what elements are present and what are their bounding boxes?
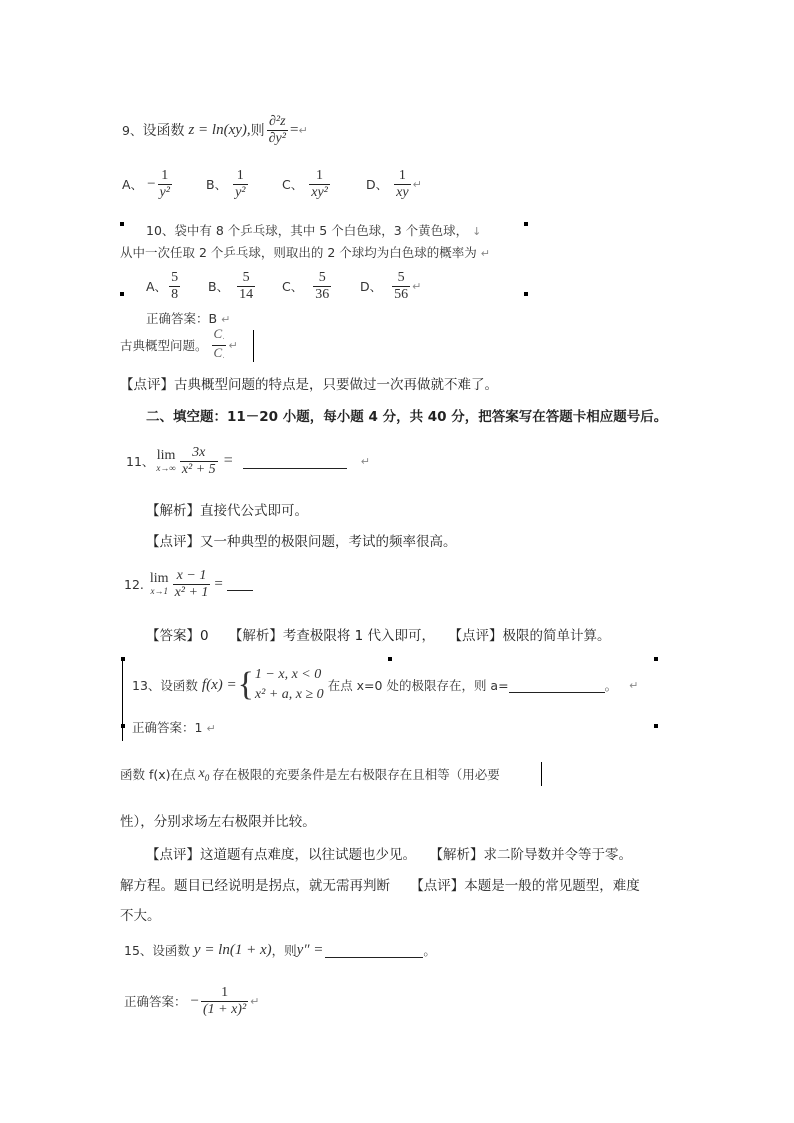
return-mark: ↵ <box>629 678 639 692</box>
q10-options <box>146 265 421 307</box>
option-fraction <box>313 270 331 302</box>
q13-explain-end: 存在极限的充要条件是左右极限存在且相等（用必要 <box>212 767 500 782</box>
option-label: D、 <box>360 279 383 294</box>
q13-brace: { <box>237 666 254 703</box>
return-mark: ↵ <box>250 994 260 1008</box>
q11-answer-blank[interactable] <box>243 454 347 469</box>
q9-then: 则 <box>250 123 265 139</box>
q15-answer-fraction <box>201 985 248 1017</box>
option-den: 36 <box>315 286 330 302</box>
q10-comment: 【点评】古典概型问题的特点是，只要做过一次再做就不难了。 <box>120 377 498 393</box>
q9-derivative-den: ∂y² <box>268 130 286 146</box>
q13-case2: x² + a, x ≥ 0 <box>254 687 324 702</box>
q15-mid: ，则 <box>271 943 297 958</box>
q12-equals: = <box>214 575 223 592</box>
resize-handle[interactable] <box>654 657 658 661</box>
q11-comment: 【点评】又一种典型的极限问题，考试的频率很高。 <box>146 534 457 550</box>
q11-fraction <box>180 445 218 477</box>
option-label: A、 <box>122 177 144 192</box>
q10-option-a <box>146 270 208 302</box>
q9-derivative <box>267 114 288 146</box>
option-num: 5 <box>397 270 405 286</box>
q13-x0: $x_0$ <box>198 765 210 783</box>
q13-stem <box>132 663 638 707</box>
return-mark: ↵ <box>412 177 422 191</box>
option-fraction <box>158 168 172 200</box>
q10-line1-text: 10、袋中有 8 个乒乓球，其中 5 个白色球，3 个黄色球， <box>146 223 469 238</box>
q13-function: f(x) = <box>201 676 237 693</box>
q11-stem <box>126 440 370 482</box>
q9-option-c <box>282 168 366 200</box>
q12-fraction <box>173 568 211 600</box>
resize-handle[interactable] <box>120 292 124 296</box>
resize-handle[interactable] <box>524 292 528 296</box>
option-label: C、 <box>282 279 304 294</box>
q13-comment-line2: 解方程。题目已经说明是拐点，就无需再判断 【点评】本题是一般的常见题型，难度 <box>120 878 640 894</box>
option-fraction <box>392 270 410 302</box>
q13-explain-line2: 性），分别求场左右极限并比较。 <box>120 814 316 830</box>
section2-heading: 二、填空题：11－20 小题，每小题 4 分，共 40 分，把答案写在答题卡相应题号后。 <box>146 409 668 425</box>
q13-answer-blank[interactable] <box>509 678 605 693</box>
option-sign: − <box>147 175 156 192</box>
q15-answer-num: 1 <box>221 985 229 1001</box>
option-fraction <box>237 270 255 302</box>
q13-end: 。 <box>604 678 618 693</box>
q13-answer-text: 正确答案：1 <box>132 720 203 735</box>
limit-word: lim <box>156 448 176 464</box>
option-den: xy <box>396 184 409 200</box>
option-num: 1 <box>161 168 169 184</box>
q9-function: z = ln(xy), <box>188 121 251 138</box>
q9-number: 9、 <box>122 123 143 138</box>
q10-line1 <box>146 221 481 239</box>
q10-option-d <box>360 270 421 302</box>
q13-comment-line3: 不大。 <box>120 908 161 924</box>
q12-den: x² + 1 <box>174 584 209 600</box>
q12-stem <box>124 563 253 605</box>
option-den: 56 <box>394 286 409 302</box>
q10-line2-text: 从中一次任取 2 个乒乓球，则取出的 2 个球均为白色球的概率为 <box>120 245 477 260</box>
q9-prompt: 设函数 <box>142 123 185 139</box>
return-mark: ↵ <box>412 279 422 293</box>
resize-handle[interactable] <box>524 222 528 226</box>
q13-explain-start: 函数 f(x)在点 <box>120 767 196 782</box>
option-fraction <box>394 168 410 200</box>
combination-fraction <box>212 327 227 363</box>
q15-answer-sign: − <box>190 992 199 1009</box>
option-num: 1 <box>236 168 244 184</box>
option-num: 5 <box>318 270 326 286</box>
q11-den: x² + 5 <box>181 461 216 477</box>
option-fraction <box>309 168 330 200</box>
option-label: D、 <box>366 177 389 192</box>
image-frame-left <box>122 659 123 741</box>
option-fraction <box>233 168 247 200</box>
resize-handle[interactable] <box>388 657 392 661</box>
option-num: 1 <box>316 168 324 184</box>
q15-derivative: y″ = <box>296 941 324 958</box>
q13-case1: 1 − x, x < 0 <box>254 667 322 682</box>
q13-comment-line1: 【点评】这道题有点难度，以往试题也少见。 【解析】求二阶导数并令等于零。 <box>146 847 632 863</box>
q13-explain-line1 <box>120 765 500 783</box>
return-mark: ↵ <box>221 313 231 326</box>
option-den: 8 <box>171 286 179 302</box>
option-label: A、 <box>146 279 168 294</box>
q15-prefix: 15、设函数 <box>124 943 190 958</box>
return-mark: ↵ <box>206 722 216 735</box>
q9-option-d <box>366 168 422 200</box>
return-mark: ↵ <box>228 338 238 352</box>
down-arrow-icon: ↓ <box>472 225 482 238</box>
option-num: 5 <box>242 270 250 286</box>
q11-num: 3x <box>192 445 206 461</box>
q12-num: x − 1 <box>176 568 207 584</box>
q9-options <box>122 164 422 204</box>
q10-answer <box>146 309 230 327</box>
q15-function: y = ln(1 + x) <box>193 941 272 958</box>
resize-handle[interactable] <box>654 724 658 728</box>
option-num: 1 <box>398 168 406 184</box>
option-label: B、 <box>208 279 230 294</box>
q15-answer-blank[interactable] <box>325 943 423 958</box>
q15-stem <box>124 938 436 962</box>
option-den: y² <box>235 184 246 200</box>
q15-answer-den: (1 + x)² <box>202 1001 247 1017</box>
q11-analysis: 【解析】直接代公式即可。 <box>146 503 308 519</box>
q10-line2 <box>120 243 490 261</box>
return-mark: ↵ <box>360 454 370 468</box>
q10-option-c <box>282 270 360 302</box>
limit-subscript: x→1 <box>150 585 168 596</box>
text-cursor <box>541 762 542 786</box>
q9-equals: = <box>289 121 299 138</box>
limit-word: lim <box>149 571 169 587</box>
resize-handle[interactable] <box>120 222 124 226</box>
option-num: 5 <box>171 270 179 286</box>
q12-limit <box>150 571 169 596</box>
q13-cases <box>255 665 324 705</box>
text-cursor <box>253 330 254 362</box>
q9-option-a <box>122 168 206 200</box>
combination-num: $C_\cdot$ <box>213 326 225 344</box>
q12-answer-blank[interactable] <box>227 578 253 591</box>
option-den: xy² <box>311 184 328 200</box>
option-label: C、 <box>282 177 304 192</box>
q13-prefix: 13、设函数 <box>132 678 198 693</box>
q12-answer-line: 【答案】0 【解析】考查极限将 1 代入即可， 【点评】极限的简单计算。 <box>146 628 611 644</box>
q15-end: 。 <box>423 943 436 958</box>
q11-limit <box>156 448 175 473</box>
q9-stem <box>122 110 308 150</box>
q9-option-b <box>206 168 282 200</box>
option-label: B、 <box>206 177 228 192</box>
q12-number: 12. <box>124 576 144 592</box>
return-mark: ↵ <box>480 247 491 260</box>
combination-den: $C_\cdot$ <box>213 344 225 363</box>
option-fraction <box>169 270 180 302</box>
q9-derivative-num: ∂²z <box>269 114 286 130</box>
limit-subscript: x→∞ <box>156 462 176 473</box>
q15-answer-label: 正确答案： <box>124 994 187 1009</box>
q10-classic <box>120 328 238 362</box>
return-mark: ↵ <box>298 123 308 137</box>
q11-number: 11、 <box>126 454 155 469</box>
q10-classic-text: 古典概型问题。 <box>120 338 208 353</box>
q13-suffix: 在点 x=0 处的极限存在，则 a= <box>327 678 509 693</box>
q11-equals: = <box>223 452 233 469</box>
q10-answer-text: 正确答案：B <box>146 311 218 326</box>
q15-answer <box>124 978 259 1024</box>
q13-answer <box>132 718 216 736</box>
option-den: 14 <box>239 286 254 302</box>
q10-option-b <box>208 270 282 302</box>
option-den: y² <box>159 184 170 200</box>
